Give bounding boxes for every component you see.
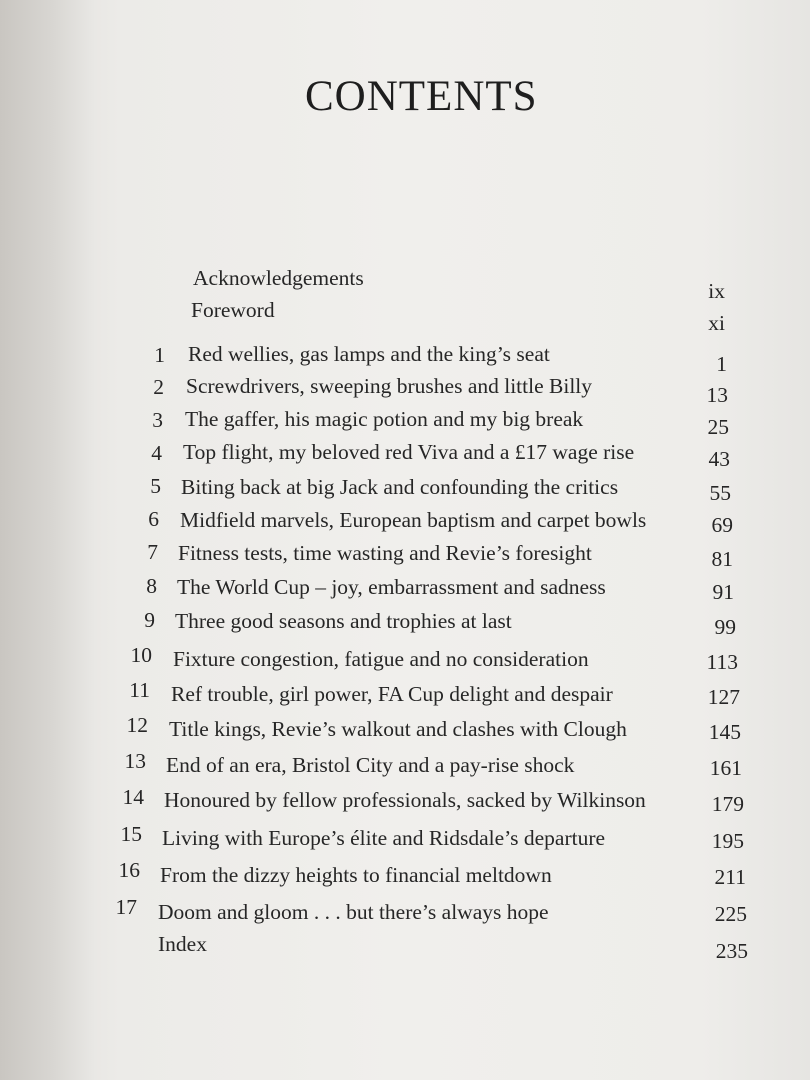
chapter-title: The World Cup – joy, embarrassment and sadness (177, 575, 606, 599)
chapter-page: 1 (716, 352, 727, 376)
front-matter-title: Foreword (191, 298, 275, 322)
chapter-number: 16 (118, 858, 140, 882)
chapter-title: Fitness tests, time wasting and Revie’s foresight (178, 541, 592, 565)
chapter-title: The gaffer, his magic potion and my big break (185, 407, 584, 431)
chapter-number: 7 (147, 540, 158, 564)
front-matter-title: Acknowledgements (193, 266, 364, 290)
chapter-number: 1 (154, 343, 165, 367)
contents-heading: CONTENTS (305, 73, 538, 120)
chapter-page: 179 (711, 792, 744, 816)
chapter-number: 4 (151, 441, 162, 465)
chapter-number: 13 (124, 749, 146, 773)
chapter-number: 2 (153, 375, 164, 399)
chapter-number: 10 (130, 643, 152, 667)
chapter-title: Living with Europe’s élite and Ridsdale’s departure (162, 826, 606, 850)
chapter-page: 211 (714, 865, 746, 889)
chapter-page: 145 (708, 720, 741, 744)
chapter-page: 127 (707, 685, 740, 709)
chapter-page: 225 (714, 902, 747, 926)
chapter-title: From the dizzy heights to financial meltdown (160, 863, 552, 887)
front-matter-page: xi (708, 311, 725, 335)
chapter-number: 17 (115, 895, 137, 919)
chapter-title: Doom and gloom . . . but there’s always hope (158, 900, 549, 924)
chapter-page: 43 (708, 447, 730, 471)
chapter-number: 12 (126, 713, 148, 737)
chapter-number: 5 (150, 474, 161, 498)
chapter-title: Fixture congestion, fatigue and no consideration (173, 647, 589, 671)
chapter-title: Honoured by fellow professionals, sacked by Wilkinson (164, 788, 646, 812)
chapter-title: Top flight, my beloved red Viva and a £17 wage rise (183, 440, 635, 464)
chapter-page: 113 (706, 650, 738, 674)
back-matter-page: 235 (715, 939, 748, 963)
chapter-page: 13 (706, 383, 728, 407)
chapter-number: 15 (120, 822, 142, 846)
chapter-title: Title kings, Revie’s walkout and clashes with Clough (169, 717, 627, 741)
chapter-page: 25 (707, 415, 729, 439)
back-matter-title: Index (158, 932, 207, 956)
chapter-page: 161 (709, 756, 742, 780)
chapter-number: 11 (129, 678, 150, 702)
chapter-number: 3 (152, 408, 163, 432)
chapter-title: Midfield marvels, European baptism and carpet bowls (180, 508, 647, 532)
chapter-title: Ref trouble, girl power, FA Cup delight and despair (171, 682, 613, 706)
chapter-title: End of an era, Bristol City and a pay-rise shock (166, 753, 575, 777)
chapter-title: Three good seasons and trophies at last (175, 609, 512, 633)
chapter-page: 99 (714, 615, 736, 639)
chapter-number: 8 (146, 574, 157, 598)
chapter-title: Screwdrivers, sweeping brushes and little Billy (186, 374, 593, 398)
chapter-number: 9 (144, 608, 155, 632)
chapter-title: Red wellies, gas lamps and the king’s seat (188, 342, 550, 366)
chapter-number: 14 (122, 785, 144, 809)
page-gutter (0, 0, 95, 1080)
chapter-page: 91 (712, 580, 734, 604)
front-matter-page: ix (708, 279, 725, 303)
chapter-page: 195 (711, 829, 744, 853)
chapter-title: Biting back at big Jack and confounding the critics (181, 475, 619, 499)
chapter-page: 69 (711, 513, 733, 537)
chapter-number: 6 (148, 507, 159, 531)
chapter-page: 81 (711, 547, 733, 571)
chapter-page: 55 (709, 481, 731, 505)
